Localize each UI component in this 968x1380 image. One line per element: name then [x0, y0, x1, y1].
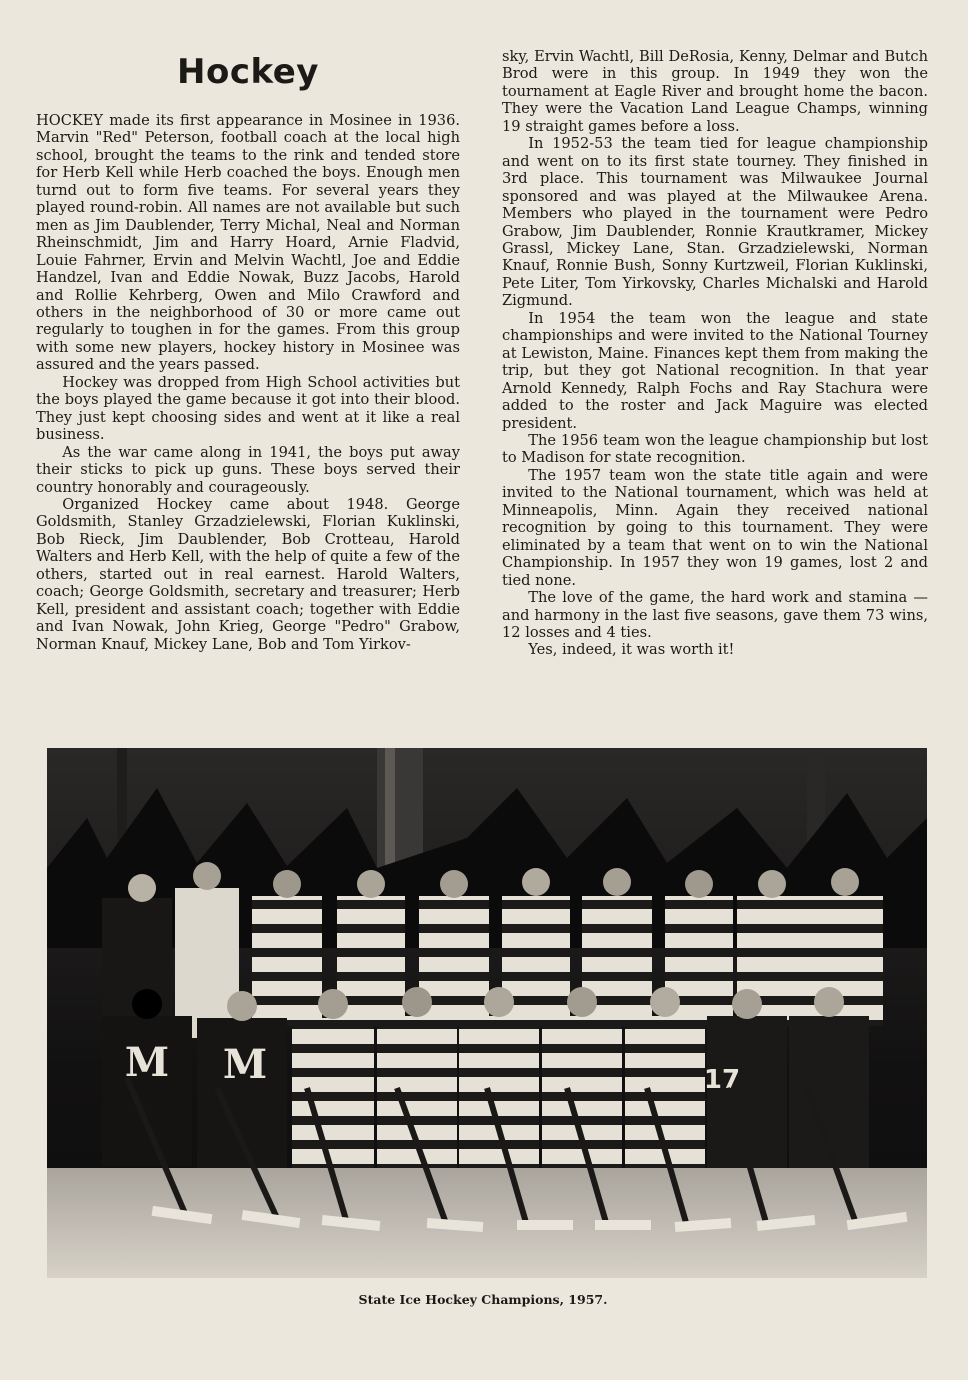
paragraph-1952-53-season: In 1952-53 the team tied for league championship and went on to its first state tourney. They finished in 3rd place. This tournament was Milwaukee Journal sponsored and was played at the Milwaukee Arena. Members who played in the tournament were Pedro Grabow, Jim Daublender, Ronnie Krautkramer, Mickey Grassl, Mickey Lane, Stan. Grzadzielewski, Norman Knauf, Ronnie Bush, Sonny Kurtzweil, Florian Kuklinski, Pete Liter, Tom Yirkovsky, Charles Michalski and Harold Zigmund.: [502, 135, 928, 310]
paragraph-war-years: As the war came along in 1941, the boys put away their sticks to pick up guns. These boys served their country honorably and courageously.: [36, 443, 460, 496]
team-photo: [47, 748, 927, 1278]
left-text-column: [36, 112, 460, 653]
paragraph-1957-season: The 1957 team won the state title again and were invited to the National tournament, which was held at Minneapolis, Minn. Again they received national recognition by going to this tournament. They were eliminated by a team that went on to win the National Championship. In 1957 they won 19 games, lost 2 and tied none.: [502, 466, 928, 589]
jersey-letter-m-left: M: [124, 1039, 170, 1086]
jersey-letter-m-right: M: [222, 1041, 268, 1088]
paragraph-record-summary: The love of the game, the hard work and stamina — and harmony in the last five seasons, gave them 73 wins, 12 losses and 4 ties.: [502, 589, 928, 641]
paragraph-closing-line: Yes, indeed, it was worth it!: [528, 641, 735, 659]
article-title: Hockey: [177, 52, 319, 92]
team-photo-illustration: [47, 748, 927, 1278]
jersey-number-17: 17: [703, 1065, 741, 1095]
paragraph-1949-tournament: sky, Ervin Wachtl, Bill DeRosia, Kenny, Delmar and Butch Brod were in this group. In 1949 they won the tournament at Eagle River and brought home the bacon. They were the Vacation Land League Champs, winning 19 straight games before a loss.: [502, 48, 928, 135]
paragraph-dropped-from-school: Hockey was dropped from High School activities but the boys played the game because it got into their blood. They just kept choosing sides and went at it like a real business.: [36, 373, 460, 444]
paragraph-history-1936: HOCKEY made its first appearance in Mosinee in 1936. Marvin "Red" Peterson, football coach at the local high school, brought the teams to the rink and tended store for Herb Kell while Herb coached the boys. Enough men turnd out to form five teams. For several years they played round-robin. All names are not available but such men as Jim Daublender, Terry Michal, Neal and Norman Rheinschmidt, Jim and Harry Hoard, Arnie Fladvid, Louie Fahrner, Ervin and Melvin Wachtl, Joe and Eddie Handzel, Ivan and Eddie Nowak, Buzz Jacobs, Harold and Rollie Kehrberg, Owen and Milo Crawford and others in the neighborhood of 30 or more came out regularly to toughen in for the games. From this group with some new players, hockey history in Mosinee was assured and the years passed.: [36, 112, 460, 374]
paragraph-organized-hockey: Organized Hockey came about 1948. George Goldsmith, Stanley Grzadzielewski, Florian Kuklinski, Bob Rieck, Jim Daublender, Bob Crotteau, Harold Walters and Herb Kell, with the help of quite a few of the others, started out in real earnest. Harold Walters, coach; George Goldsmith, secretary and treasurer; Herb Kell, president and assistant coach; together with Eddie and Ivan Nowak, John Krieg, George "Pedro" Grabow, Norman Knauf, Mickey Lane, Bob and Tom Yirkov-: [36, 495, 460, 653]
photo-caption: State Ice Hockey Champions, 1957.: [358, 1292, 608, 1307]
paragraph-1954-season: In 1954 the team won the league and state championships and were invited to the National Tourney at Lewiston, Maine. Finances kept them from making the trip, but they got National recognition. In that year Arnold Kennedy, Ralph Fochs and Ray Stachura were added to the roster and Jack Maguire was elected president.: [502, 309, 928, 432]
right-text-column: [502, 48, 928, 659]
paragraph-1956-season: The 1956 team won the league championship but lost to Madison for state recognition.: [502, 431, 928, 467]
